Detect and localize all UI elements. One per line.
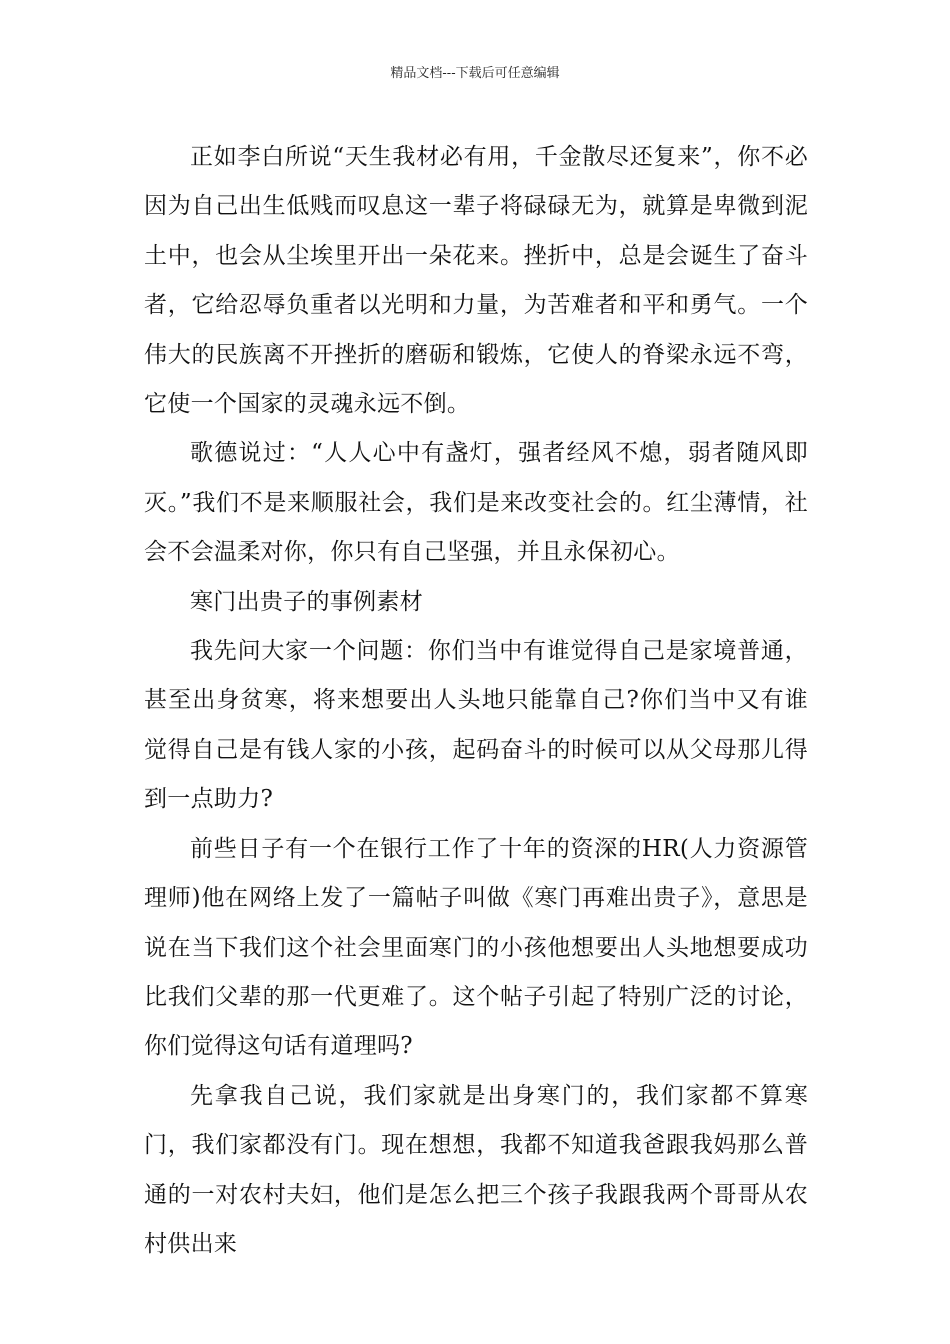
paragraph-personal-story: 先拿我自己说，我们家就是出身寒门的，我们家都不算寒门，我们家都没有门。现在想想，我都不知道我爸跟我妈那么普通的一对农村夫妇，他们是怎么把三个孩子我跟我两个哥哥从农村供出来 xyxy=(144,1082,808,1257)
paragraph-li-bai-quote: 正如李白所说“天生我材必有用，千金散尽还复来”，你不必因为自己出生低贱而叹息这一辈子将碌碌无为，就算是卑微到泥土中，也会从尘埃里开出一朵花来。挫折中，总是会诞生了奋斗者，它给忍辱负重者以光明和力量，为苦难者和平和勇气。一个伟大的民族离不开挫折的磨砺和锻炼，它使人的脊梁永远不弯，它使一个国家的灵魂永远不倒。 xyxy=(144,144,808,418)
document-body xyxy=(144,133,808,1269)
paragraph-question: 我先问大家一个问题：你们当中有谁觉得自己是家境普通，甚至出身贫寒，将来想要出人头地只能靠自己?你们当中又有谁觉得自己是有钱人家的小孩，起码奋斗的时候可以从父母那儿得到一点助力? xyxy=(144,638,808,813)
paragraph-goethe-quote: 歌德说过：“人人心中有盏灯，强者经风不熄，弱者随风即灭。”我们不是来顺服社会，我们是来改变社会的。红尘薄情，社会不会温柔对你，你只有自己坚强，并且永保初心。 xyxy=(144,440,808,566)
section-heading: 寒门出贵子的事例素材 xyxy=(190,588,423,615)
paragraph-hr-post: 前些日子有一个在银行工作了十年的资深的HR(人力资源管理师)他在网络上发了一篇帖子叫做《寒门再难出贵子》，意思是说在当下我们这个社会里面寒门的小孩他想要出人头地想要成功比我们父辈的那一代更难了。这个帖子引起了特别广泛的讨论，你们觉得这句话有道理吗? xyxy=(144,835,808,1060)
page-header: 精品文档---下载后可任意编辑 xyxy=(390,66,560,81)
